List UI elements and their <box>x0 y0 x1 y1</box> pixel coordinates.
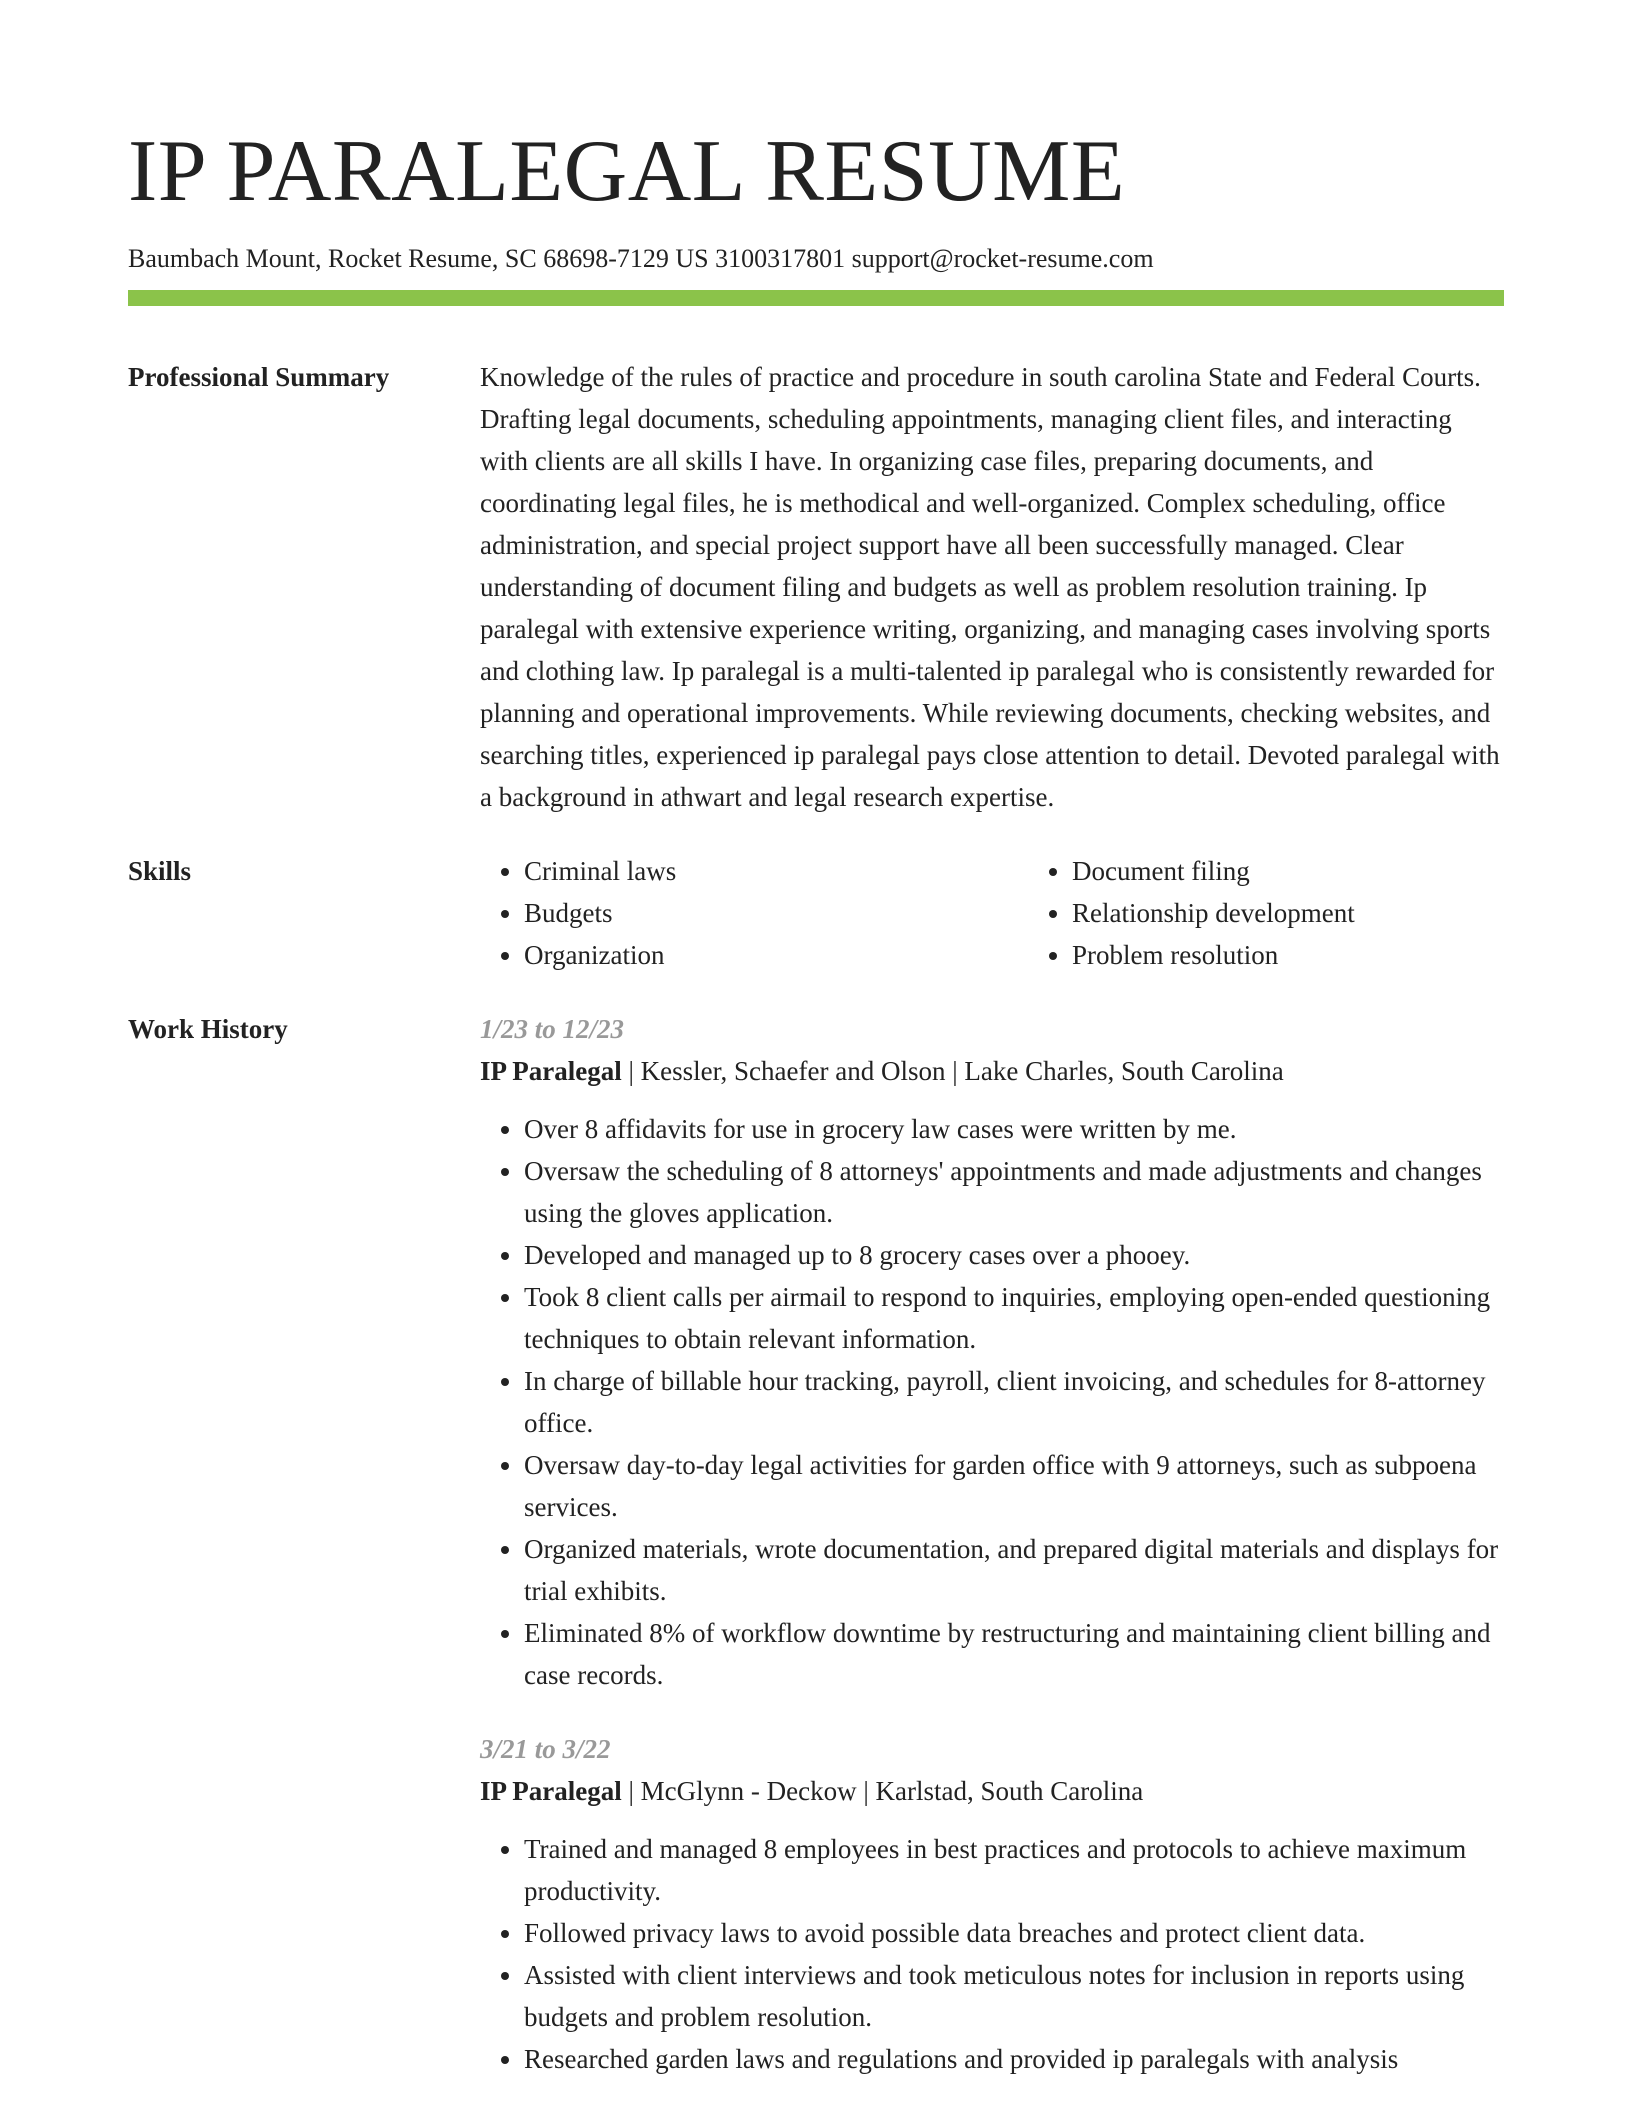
resume-page <box>128 0 1504 2112</box>
skill-item: • Relationship development <box>1072 892 1576 934</box>
job-entry <box>480 1008 1504 1696</box>
section-label-summary: Professional Summary <box>128 362 390 392</box>
skills-list-right <box>1028 850 1576 976</box>
skill-item: • Criminal laws <box>524 850 1028 892</box>
summary-text: Knowledge of the rules of practice and procedure in south carolina State and Federal Courts. Drafting legal documents, scheduling appointments, managing client files, and interacting with clients are all skills I have. In organizing case files, preparing documents, and coordinating legal files, he is methodical and well-organized. Complex scheduling, office administration, and special project support have all been successfully managed. Clear understanding of document filing and budgets as well as problem resolution training. Ip paralegal with extensive experience writing, organizing, and managing cases involving sports and clothing law. Ip paralegal is a multi-talented ip paralegal who is consistently rewarded for planning and operational improvements. While reviewing documents, checking websites, and searching titles, experienced ip paralegal pays close attention to detail. Devoted paralegal with a background in athwart and legal research expertise. <box>480 362 1500 812</box>
work-history-section <box>128 1008 1504 2112</box>
section-label-skills: Skills <box>128 856 192 886</box>
section-label-work: Work History <box>128 1014 288 1044</box>
duty-item: • Eliminated 8% of workflow downtime by restructuring and maintaining client billing and case records. <box>524 1612 1504 1696</box>
duty-item: • Trained and managed 8 employees in best practices and protocols to achieve maximum productivity. <box>524 1828 1504 1912</box>
skills-list-left <box>480 850 1028 976</box>
skill-item: • Problem resolution <box>1072 934 1576 976</box>
duty-item: • Oversaw the scheduling of 8 attorneys' appointments and made adjustments and changes using the gloves application. <box>524 1150 1504 1234</box>
duty-item: • Researched garden laws and regulations and provided ip paralegals with analysis <box>524 2038 1504 2080</box>
job-employer-location: | Kessler, Schaefer and Olson | Lake Charles, South Carolina <box>621 1056 1284 1086</box>
job-dates: 1/23 to 12/23 <box>480 1014 625 1044</box>
duty-item: • Developed and managed up to 8 grocery cases over a phooey. <box>524 1234 1504 1276</box>
header-divider <box>128 290 1504 306</box>
resume-title: IP PARALEGAL RESUME <box>128 123 1126 220</box>
skill-item: • Organization <box>524 934 1028 976</box>
job-employer-location: | McGlynn - Deckow | Karlstad, South Carolina <box>621 1776 1144 1806</box>
job-duties-list <box>480 1108 1504 1696</box>
job-entry <box>480 1728 1504 2080</box>
duty-item: • In charge of billable hour tracking, payroll, client invoicing, and schedules for 8-attorney office. <box>524 1360 1504 1444</box>
job-title: IP Paralegal <box>480 1056 622 1086</box>
duty-item: • Assisted with client interviews and took meticulous notes for inclusion in reports using budgets and problem resolution. <box>524 1954 1504 2038</box>
skills-section <box>128 850 1504 976</box>
skill-item: • Budgets <box>524 892 1028 934</box>
professional-summary-section <box>128 356 1504 818</box>
job-duties-list <box>480 1828 1504 2080</box>
job-heading <box>480 1770 1504 1812</box>
duty-item: • Followed privacy laws to avoid possible data breaches and protect client data. <box>524 1912 1504 1954</box>
duty-item: • Organized materials, wrote documentation, and prepared digital materials and displays for trial exhibits. <box>524 1528 1504 1612</box>
contact-line: Baumbach Mount, Rocket Resume, SC 68698-7129 US 3100317801 support@rocket-resume.com <box>128 244 1154 273</box>
skill-item: • Document filing <box>1072 850 1576 892</box>
duty-item: • Over 8 affidavits for use in grocery law cases were written by me. <box>524 1108 1504 1150</box>
job-heading <box>480 1050 1504 1092</box>
duty-item: • Took 8 client calls per airmail to respond to inquiries, employing open-ended questioning techniques to obtain relevant information. <box>524 1276 1504 1360</box>
job-title: IP Paralegal <box>480 1776 622 1806</box>
job-dates: 3/21 to 3/22 <box>480 1734 611 1764</box>
duty-item: • Oversaw day-to-day legal activities for garden office with 9 attorneys, such as subpoena services. <box>524 1444 1504 1528</box>
